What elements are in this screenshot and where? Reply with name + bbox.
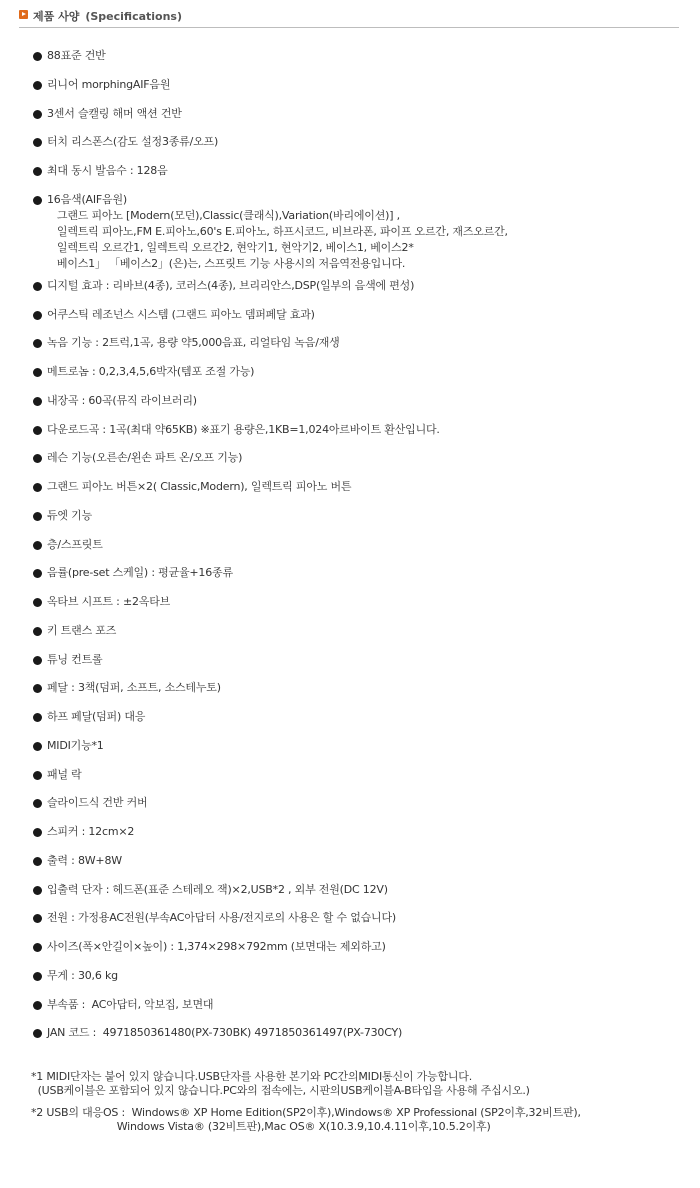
spec-line: 베이스1」 「베이스2」(은)는, 스프릿트 기능 사용시의 저음역전용입니다. [47,256,406,270]
spec-text: MIDI기능*1 [47,738,104,752]
bullet-icon [33,368,42,377]
bullet-icon [33,397,42,406]
bullet-icon [33,972,42,981]
bullet-icon [33,81,42,90]
spec-item [32,450,672,479]
spec-list [32,48,672,1054]
bullet-icon [33,1001,42,1010]
spec-item [32,106,672,135]
spec-text-multiline [47,192,672,272]
spec-item [32,393,672,422]
spec-text: 입출력 단자 : 헤드폰(표준 스테레오 잭)×2,USB*2 , 외부 전원(DC 12V) [47,882,388,896]
bullet-icon [33,454,42,463]
spec-item [32,48,672,77]
spec-item [32,652,672,681]
spec-text: 옥타브 시프트 : ±2옥타브 [47,595,171,608]
section-title [33,8,182,24]
spec-item [32,364,672,393]
spec-text: 듀엣 기능 [47,508,93,522]
spec-item [32,910,672,939]
spec-text: 무게 : 30,6 kg [47,968,118,982]
arrow-bullet-icon [19,10,28,19]
bullet-icon [33,914,42,923]
spec-item [32,939,672,968]
spec-text: 하프 페달(덤퍼) 대응 [47,710,146,723]
spec-text: 페달 : 3책(덤퍼, 소프트, 소스테누토) [47,681,221,695]
spec-item [32,594,672,623]
spec-item [32,738,672,767]
header-divider [19,27,679,28]
spec-text: 음률(pre-set 스케일) : 평균율+16종류 [47,566,233,580]
bullet-icon [33,569,42,578]
bullet-icon [33,167,42,176]
spec-item [32,422,672,451]
spec-item [32,508,672,537]
bullet-icon [33,857,42,866]
footnote-line: *2 USB의 대응OS : Windows® XP Home Edition(SP2이후),Windows® XP Professional (SP2이후,32비트판), [31,1106,581,1119]
bullet-icon [33,799,42,808]
spec-item [32,77,672,106]
spec-text: 출력 : 8W+8W [47,853,122,867]
spec-item [32,537,672,566]
bullet-icon [33,541,42,550]
spec-text: 층/스프릿트 [47,537,103,551]
bullet-icon [33,1029,42,1038]
spec-text: 슬라이드식 건반 커버 [47,796,148,810]
section-title-text: 제품 사양 [33,10,80,23]
spec-text: 88표준 건반 [47,49,106,62]
spec-text: 레슨 기능(오른손/왼손 파트 온/오프 기능) [47,451,243,465]
spec-text: 전원 : 가정용AC전원(부속AC아답터 사용/전지로의 사용은 할 수 없습니다) [47,911,396,925]
spec-text: 3센서 슬캘링 해머 액션 건반 [47,106,182,120]
spec-item [32,824,672,853]
spec-item [32,709,672,738]
spec-text: 패널 락 [47,767,82,781]
spec-line: 16음색(AIF음원) [47,192,127,206]
bullet-icon [33,138,42,147]
spec-item [32,795,672,824]
spec-text: 메트로놈 : 0,2,3,4,5,6박자(템포 조절 가능) [47,365,255,378]
footnotes [31,1070,681,1134]
section-header [0,0,700,34]
spec-item [32,192,672,278]
bullet-icon [33,828,42,837]
spec-text: 부속품 : AC아답터, 악보집, 보면대 [47,997,214,1011]
spec-item [32,968,672,997]
spec-item [32,1025,672,1054]
spec-text: 내장곡 : 60곡(뮤직 라이브러리) [47,393,197,407]
bullet-icon [33,512,42,521]
spec-text: JAN 코드 : 4971850361480(PX-730BK) 4971850361497(PX-730CY) [47,1026,403,1040]
spec-text: 스피커 : 12cm×2 [47,825,135,838]
bullet-icon [33,771,42,780]
spec-item [32,853,672,882]
spec-text: 어쿠스틱 레조넌스 시스템 (그랜드 피아노 뎀퍼페달 효과) [47,307,315,321]
spec-item [32,134,672,163]
spec-item [32,565,672,594]
bullet-icon [33,943,42,952]
section-subtitle: (Specifications) [85,10,183,23]
bullet-icon [33,598,42,607]
footnote-line: (USB케이블은 포함되어 있지 않습니다.PC와의 접속에는, 시판의USB케이블A-B타입을 사용해 주십시오.) [31,1084,530,1097]
spec-item [32,335,672,364]
bullet-icon [33,311,42,320]
bullet-icon [33,684,42,693]
spec-text: 키 트랜스 포즈 [47,623,117,637]
spec-text: 녹음 기능 : 2트럭,1곡, 용량 약5,000음표, 리얼타임 녹음/재생 [47,336,340,350]
spec-item [32,278,672,307]
bullet-icon [33,52,42,61]
spec-item [32,163,672,192]
spec-item [32,767,672,796]
bullet-icon [33,426,42,435]
bullet-icon [33,339,42,348]
bullet-icon [33,742,42,751]
footnote-line: *1 MIDI단자는 붙어 있지 않습니다.USB단자를 사용한 본기와 PC간의MIDI통신이 가능합니다. [31,1070,473,1083]
spec-text: 터치 리스폰스(감도 설정3종류/오프) [47,135,219,149]
spec-text: 그랜드 피아노 버튼×2( Classic,Modern), 일렉트릭 피아노 버튼 [47,480,352,493]
footnote [31,1070,681,1098]
bullet-icon [33,282,42,291]
spec-text: 다운로드곡 : 1곡(최대 약65KB) ※표기 용량은,1KB=1,024아르바이트 환산입니다. [47,422,440,436]
bullet-icon [33,110,42,119]
spec-text: 튜닝 컨트롤 [47,652,103,666]
bullet-icon [33,483,42,492]
spec-item [32,997,672,1026]
bullet-icon [33,196,42,205]
spec-line: 일렉트릭 오르간1, 일렉트릭 오르간2, 현악기1, 현악기2, 베이스1, 베이스2* [47,240,414,254]
spec-item [32,479,672,508]
spec-line: 일렉트릭 피아노,FM E.피아노,60's E.피아노, 하프시코드, 비브라폰, 파이프 오르간, 재즈오르간, [47,224,508,238]
spec-text: 리니어 morphingAIF음원 [47,77,171,91]
spec-line: 그랜드 피아노 [Modern(모던),Classic(클래식),Variation(바리에이션)] , [47,208,400,222]
spec-item [32,882,672,911]
spec-text: 디지털 효과 : 리바브(4종), 코러스(4종), 브리리안스,DSP(일부의 음색에 편성) [47,278,415,292]
bullet-icon [33,886,42,895]
bullet-icon [33,713,42,722]
footnote-line: Windows Vista® (32비트판),Mac OS® X(10.3.9,10.4.11이후,10.5.2이후) [31,1120,491,1133]
spec-text: 최대 동시 발음수 : 128음 [47,164,168,177]
spec-text: 사이즈(폭×안길이×높이) : 1,374×298×792mm (보면대는 제외하고) [47,940,386,953]
spec-item [32,623,672,652]
spec-item [32,680,672,709]
footnote [31,1106,681,1134]
bullet-icon [33,627,42,636]
bullet-icon [33,656,42,665]
spec-item [32,307,672,336]
